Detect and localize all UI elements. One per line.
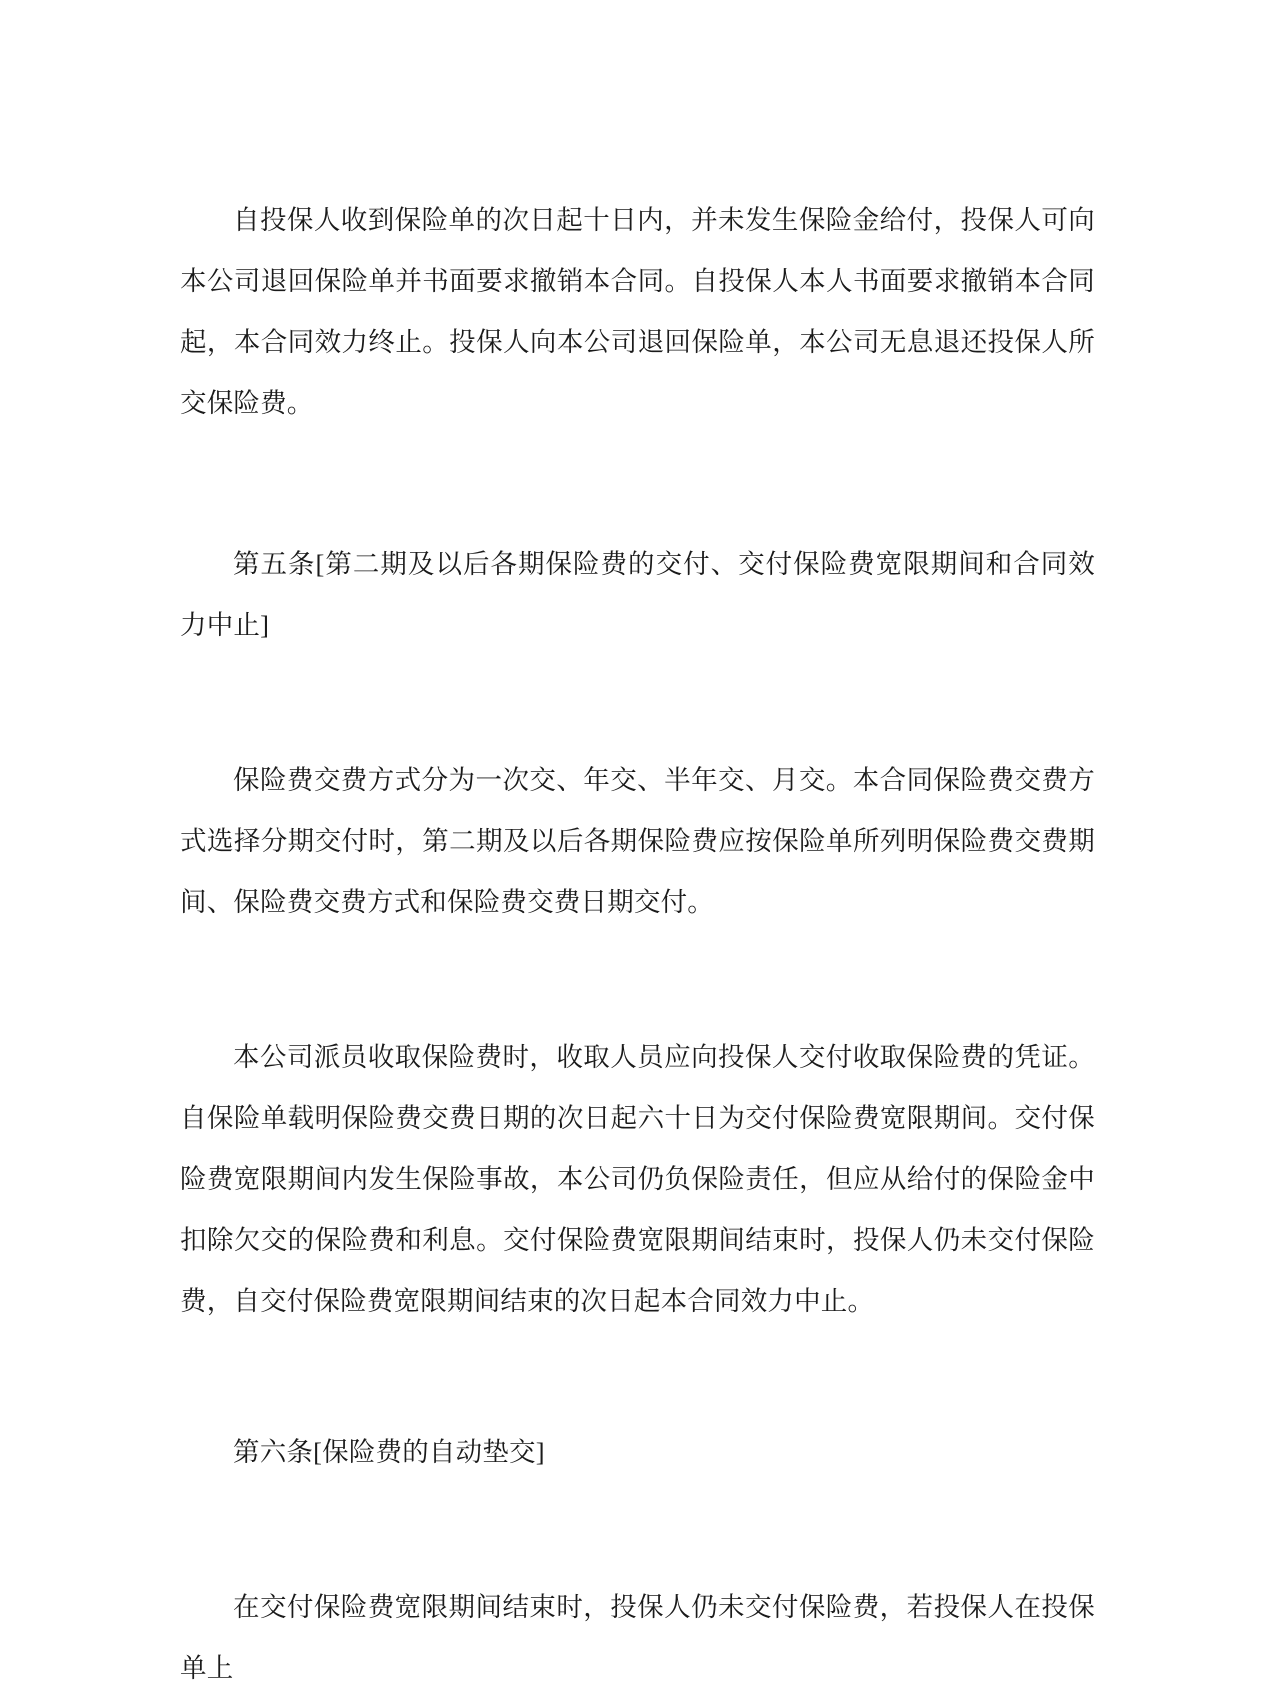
heading-article-six: 第六条[保险费的自动垫交] [233,1437,545,1467]
paragraph-spacer [180,1483,1095,1577]
paragraph-spacer [180,656,1095,750]
heading-article-five: 第五条[第二期及以后各期保险费的交付、交付保险费宽限期间和合同效力中止] [180,549,1095,640]
paragraph-spacer [180,434,1095,534]
paragraph-cancellation-period: 自投保人收到保险单的次日起十日内，并未发生保险金给付，投保人可向本公司退回保险单并书面要求撤销本合同。自投保人本人书面要求撤销本合同起，本合同效力终止。投保人向本公司退回保险单，本公司无息退还投保人所交保险费。 [180,205,1095,418]
paragraph-spacer [180,1332,1095,1422]
paragraph-automatic-premium-loan: 在交付保险费宽限期间结束时，投保人仍未交付保险费，若投保人在投保单上 [180,1592,1095,1683]
paragraph-grace-period: 本公司派员收取保险费时，收取人员应向投保人交付收取保险费的凭证。自保险单载明保险费交费日期的次日起六十日为交付保险费宽限期间。交付保险费宽限期间内发生保险事故，本公司仍负保险责任，但应从给付的保险金中扣除欠交的保险费和利息。交付保险费宽限期间结束时，投保人仍未交付保险费，自交付保险费宽限期间结束的次日起本合同效力中止。 [180,1042,1095,1316]
paragraph-premium-payment-methods: 保险费交费方式分为一次交、年交、半年交、月交。本合同保险费交费方式选择分期交付时，第二期及以后各期保险费应按保险单所列明保险费交费期间、保险费交费方式和保险费交费日期交付。 [180,765,1095,917]
document-body [180,190,1095,1699]
paragraph-spacer [180,933,1095,1027]
